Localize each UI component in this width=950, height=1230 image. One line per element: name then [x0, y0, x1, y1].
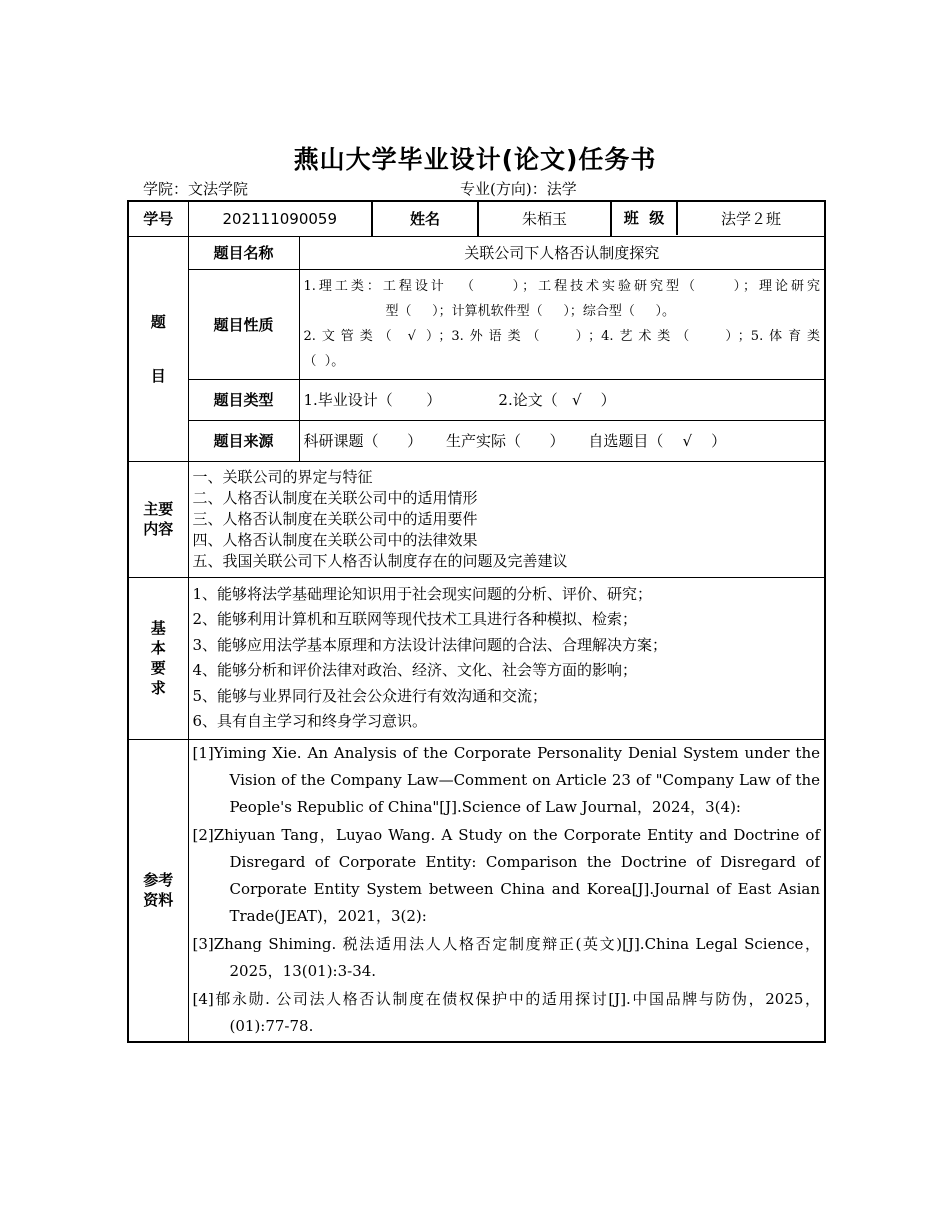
reference-item: [1]Yiming Xie. An Analysis of the Corporate Personality Denial System under the Vision of the Company Law—Comment on Article 23 of "Company Law of the People's Republic of China"[J].Science of Law Journal，2024，3(4): — [192, 743, 821, 816]
references-label — [128, 739, 188, 1042]
topic-name-label: 题目名称 — [188, 236, 299, 269]
topic-source-row — [128, 420, 825, 461]
main-content-item: 四、人格否认制度在关联公司中的法律效果 — [192, 530, 478, 549]
requirements-label — [128, 577, 188, 739]
student-id-value: 202111090059 — [188, 201, 372, 236]
topic-section-label — [128, 236, 188, 461]
reference-item: [2]Zhiyuan Tang，Luyao Wang. A Study on the Corporate Entity and Doctrine of Disregard of Corporate Entity: Comparison the Doctrine of Disregard of Corporate Entity System between China and Korea[J].Journal of East Asian Trade(JEAT)，2021，3(2): — [192, 825, 821, 925]
class-label: 班 级 — [612, 202, 678, 235]
student-id-label: 学号 — [128, 201, 188, 236]
requirement-item: 6、具有自主学习和终身学习意识。 — [192, 712, 428, 730]
college-info: 学院：文法学院 — [143, 180, 249, 198]
main-content-list — [188, 461, 825, 577]
topic-name-value: 关联公司下人格否认制度探究 — [299, 236, 825, 269]
major-info: 专业(方向)：法学 — [460, 180, 577, 198]
main-content-item: 三、人格否认制度在关联公司中的适用要件 — [192, 509, 478, 528]
references-label-1: 参考 — [143, 871, 174, 889]
student-info-row — [128, 201, 825, 236]
references-label-2: 资料 — [143, 891, 174, 909]
main-content-row — [128, 461, 825, 577]
topic-type-value: 1.毕业设计（ ） 2.论文（ √ ） — [299, 379, 825, 420]
topic-nature-label: 题目性质 — [188, 269, 299, 379]
topic-source-value: 科研课题（ ） 生产实际（ ） 自选题目（ √ ） — [299, 420, 825, 461]
requirements-list — [188, 577, 825, 739]
topic-label-char-1: 题 — [150, 312, 166, 331]
class-cell — [611, 201, 825, 236]
main-content-label-1: 主要 — [143, 500, 174, 518]
requirements-label-char: 基 — [150, 619, 166, 637]
reference-item: [4]郁永勋. 公司法人格否认制度在债权保护中的适用探讨[J].中国品牌与防伪，2025，(01):77-78. — [192, 989, 821, 1035]
task-form-table — [127, 200, 826, 1043]
main-content-item: 一、关联公司的界定与特征 — [192, 467, 373, 486]
nature-line-3: 2.文管类（ √ ）；3.外语类（ ）；4.艺术类（ ）；5.体育类 — [303, 329, 821, 344]
main-content-label-2: 内容 — [143, 520, 174, 538]
student-name-value: 朱栢玉 — [478, 201, 611, 236]
nature-line-1: 1.理工类：工程设计 （ ）；工程技术实验研究型（ ）；理论研究 — [303, 279, 821, 294]
topic-nature-row — [128, 269, 825, 379]
references-row — [128, 739, 825, 1042]
requirement-item: 2、能够利用计算机和互联网等现代技术工具进行各种模拟、检索； — [192, 610, 638, 628]
references-list — [188, 739, 825, 1042]
requirements-label-char: 本 — [150, 639, 166, 657]
nature-line-4: （ ）。 — [303, 354, 345, 369]
requirement-item: 3、能够应用法学基本原理和方法设计法律问题的合法、合理解决方案； — [192, 635, 668, 654]
topic-nature-value — [299, 269, 825, 379]
main-content-item: 五、我国关联公司下人格否认制度存在的问题及完善建议 — [192, 551, 568, 570]
main-content-item: 二、人格否认制度在关联公司中的适用情形 — [192, 488, 478, 507]
nature-line-2: 型（ ）；计算机软件型（ ）；综合型（ ）。 — [385, 304, 675, 319]
requirements-label-char: 要 — [150, 659, 166, 677]
topic-type-label: 题目类型 — [188, 379, 299, 420]
topic-name-row — [128, 236, 825, 269]
requirement-item: 5、能够与业界同行及社会公众进行有效沟通和交流； — [192, 686, 548, 705]
class-value: 法学２班 — [721, 210, 782, 229]
topic-label-char-2: 目 — [150, 366, 166, 385]
document-title: 燕山大学毕业设计(论文)任务书 — [293, 145, 657, 174]
main-content-label — [128, 461, 188, 577]
requirement-item: 1、能够将法学基础理论知识用于社会现实问题的分析、评价、研究； — [192, 584, 653, 603]
student-name-label: 姓名 — [372, 201, 478, 236]
reference-item: [3]Zhang Shiming. 税法适用法人人格否定制度辩正(英文)[J].China Legal Science，2025，13(01):3-34. — [192, 934, 821, 980]
requirement-item: 4、能够分析和评价法律对政治、经济、文化、社会等方面的影响； — [192, 661, 638, 679]
topic-type-row — [128, 379, 825, 420]
topic-source-label: 题目来源 — [188, 420, 299, 461]
requirements-label-char: 求 — [150, 679, 166, 697]
requirements-row — [128, 577, 825, 739]
